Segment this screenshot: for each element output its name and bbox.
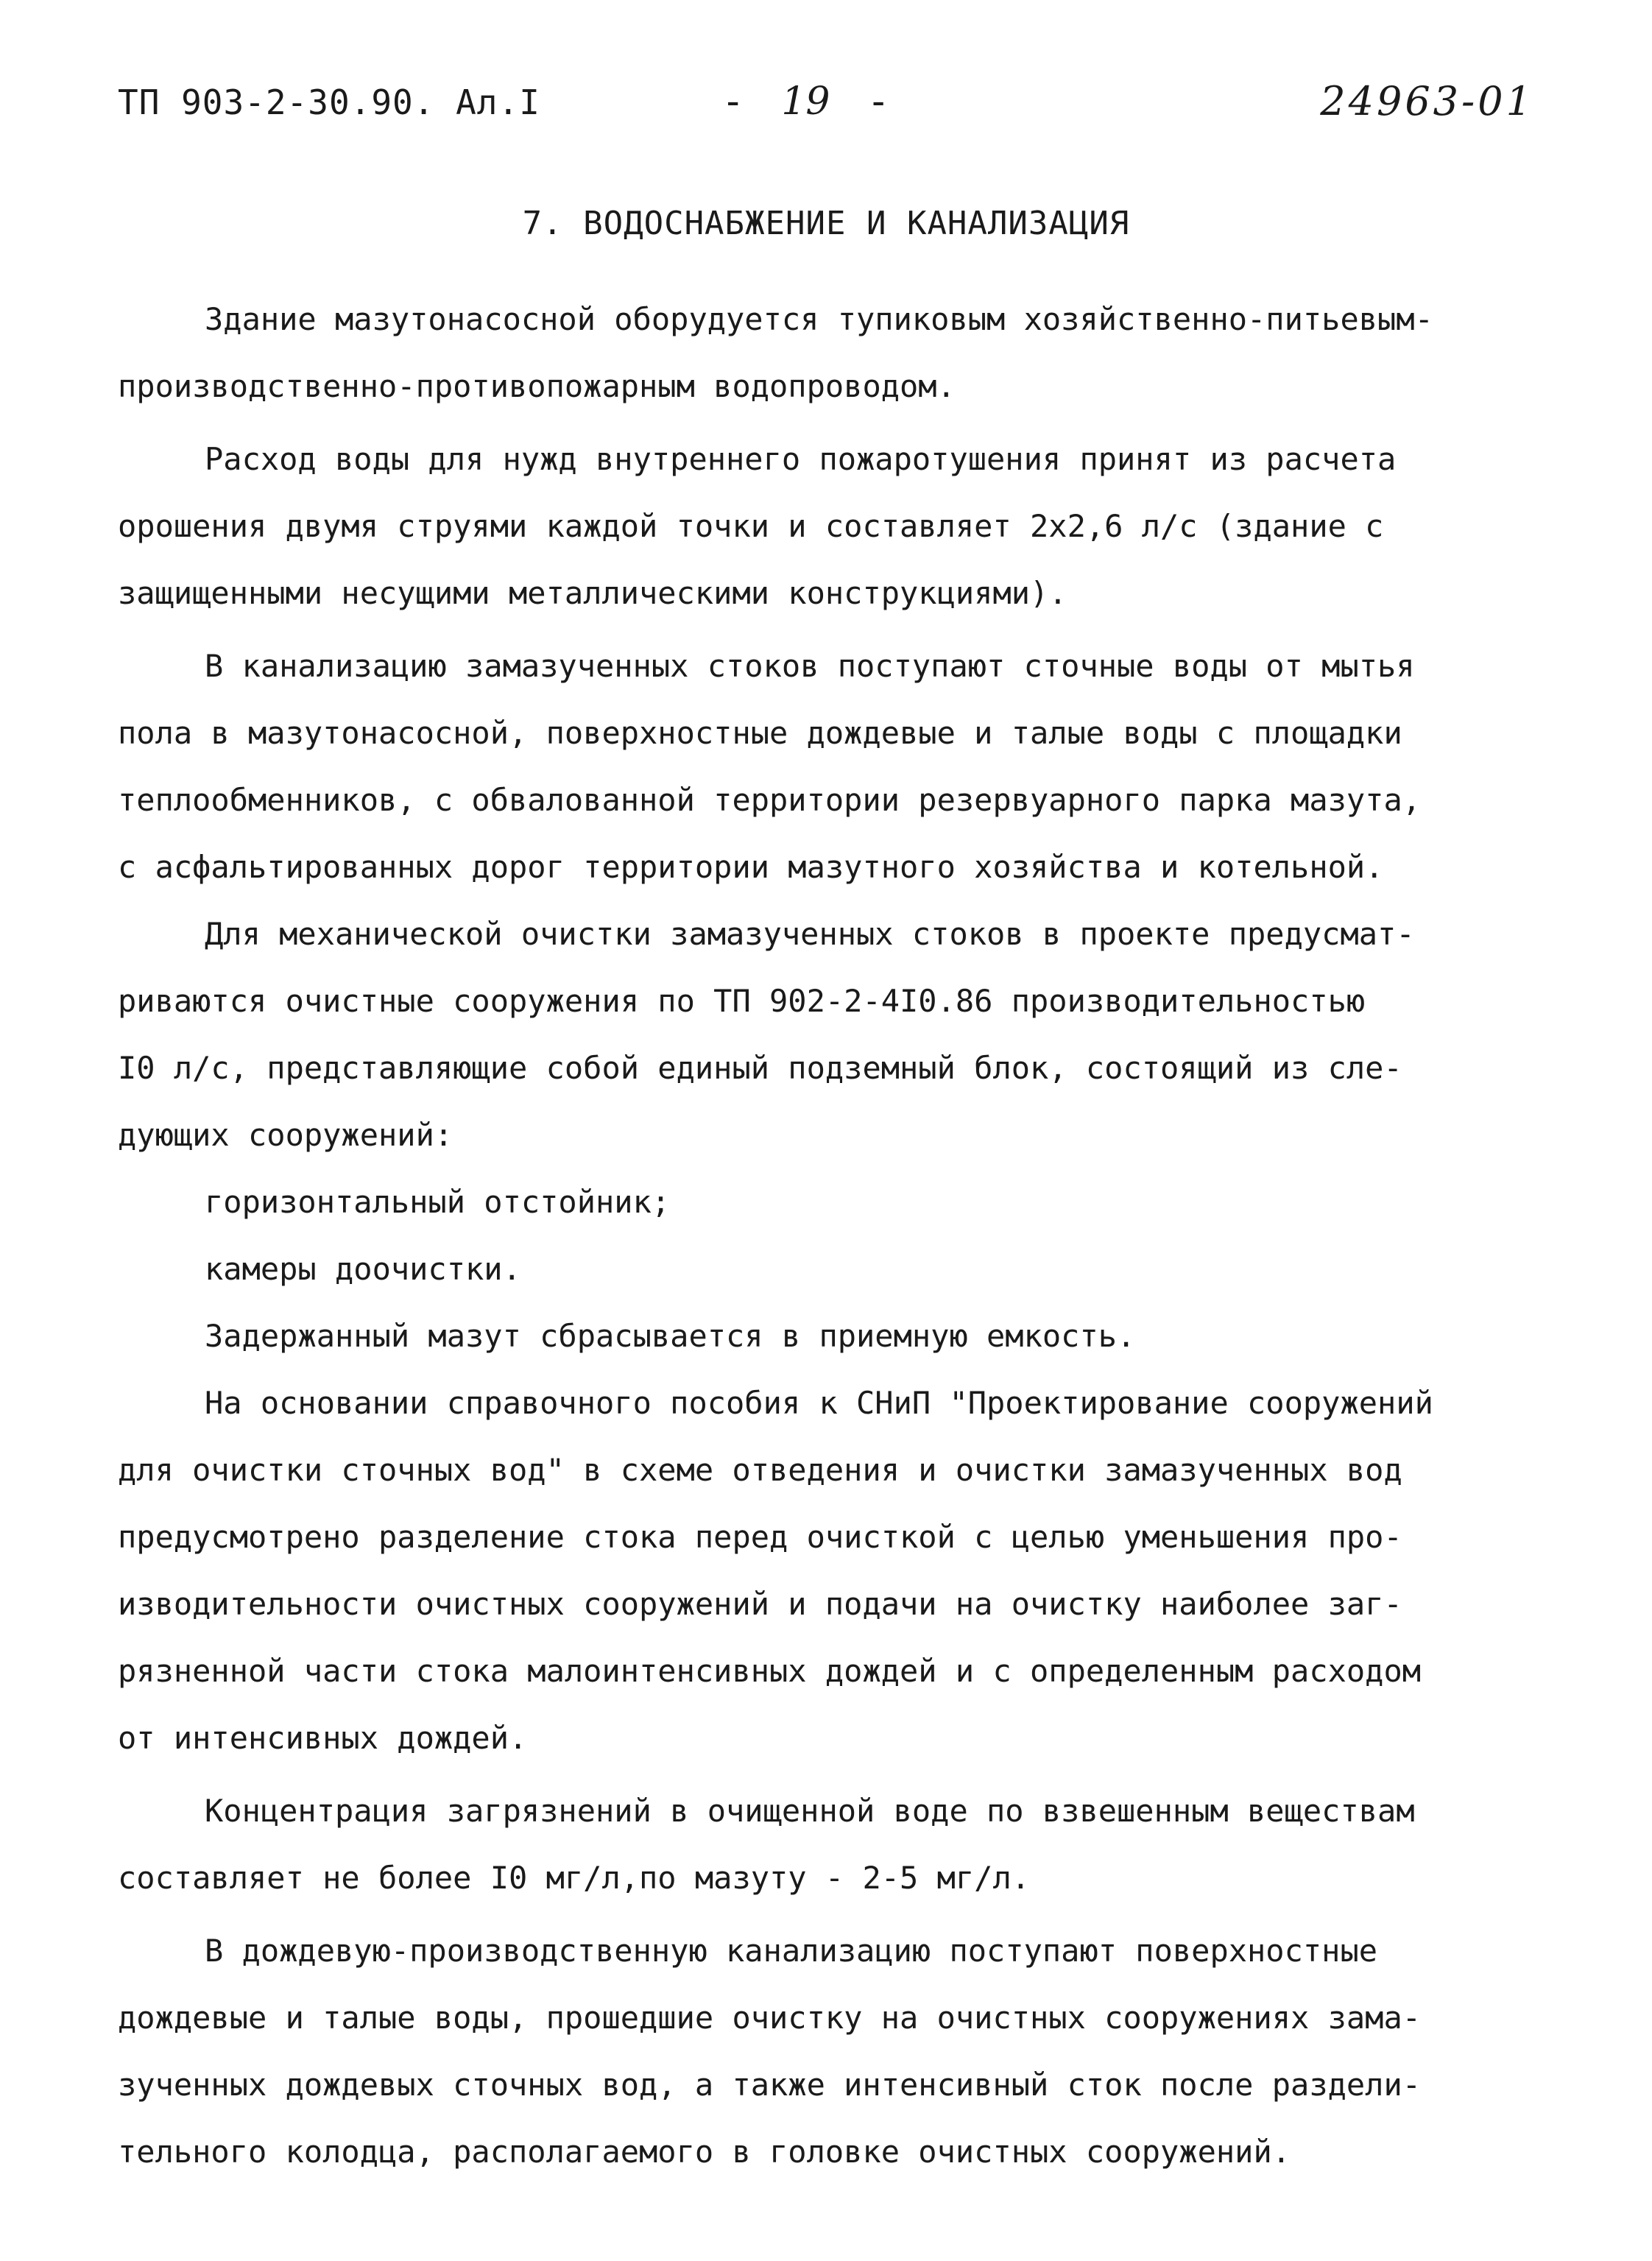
text-line: На основании справочного пособия к СНиП "Проектирование сооружений	[205, 1385, 1433, 1421]
text-line: В канализацию замазученных стоков поступают сточные воды от мытья	[205, 648, 1415, 684]
text-line: дующих сооружений:	[118, 1117, 453, 1153]
section-title: 7. ВОДОСНАБЖЕНИЕ И КАНАЛИЗАЦИЯ	[522, 205, 1130, 242]
text-line: теплообменников, с обвалованной территории резервуарного парка мазута,	[118, 782, 1422, 818]
body-text	[118, 286, 1583, 2185]
text-line: тельного колодца, располагаемого в головке очистных сооружений.	[118, 2134, 1291, 2170]
text-line: Задержанный мазут сбрасывается в приемную емкость.	[205, 1318, 1136, 1354]
page-dash-right: -	[866, 80, 890, 124]
text-line: Здание мазутонасосной оборудуется тупиковым хозяйственно-питьевым-	[205, 301, 1433, 337]
inventory-number: 24963-01	[1320, 78, 1534, 124]
page-number-block	[721, 80, 890, 124]
text-line: риваются очистные сооружения по ТП 902-2-4I0.86 производительностью	[118, 983, 1366, 1019]
page-number: 19	[781, 80, 830, 124]
text-line: Концентрация загрязнений в очищенной воде по взвешенным веществам	[205, 1793, 1415, 1829]
text-line: производственно-противопожарным водопроводом.	[118, 368, 956, 404]
document-code: ТП 903-2-30.90. Ал.I	[118, 82, 540, 122]
text-line: Расход воды для нужд внутреннего пожаротушения принят из расчета	[205, 441, 1397, 477]
list-item: камеры доочистки.	[205, 1251, 521, 1287]
text-line: зученных дождевых сточных вод, а также интенсивный сток после раздели-	[118, 2067, 1422, 2103]
text-line: от интенсивных дождей.	[118, 1720, 528, 1756]
text-line: для очистки сточных вод" в схеме отведения и очистки замазученных вод	[118, 1452, 1402, 1488]
text-line: изводительности очистных сооружений и подачи на очистку наиболее заг-	[118, 1586, 1402, 1622]
list-item: горизонтальный отстойник;	[205, 1184, 671, 1220]
text-line: составляет не более I0 мг/л,по мазуту - 2-5 мг/л.	[118, 1860, 1031, 1896]
text-line: В дождевую-производственную канализацию поступают поверхностные	[205, 1933, 1378, 1969]
text-line: орошения двумя струями каждой точки и составляет 2х2,6 л/с (здание с	[118, 508, 1384, 544]
text-line: I0 л/с, представляющие собой единый подземный блок, состоящий из сле-	[118, 1050, 1402, 1086]
text-line: дождевые и талые воды, прошедшие очистку на очистных сооружениях зама-	[118, 2000, 1422, 2036]
text-line: Для механической очистки замазученных стоков в проекте предусмат-	[205, 916, 1415, 952]
text-line: с асфальтированных дорог территории мазутного хозяйства и котельной.	[118, 849, 1384, 885]
text-line: рязненной части стока малоинтенсивных дождей и с определенным расходом	[118, 1653, 1422, 1689]
text-line: предусмотрено разделение стока перед очисткой с целью уменьшения про-	[118, 1519, 1402, 1555]
page-dash-left: -	[721, 80, 745, 124]
text-line: пола в мазутонасосной, поверхностные дождевые и талые воды с площадки	[118, 715, 1402, 751]
text-line: защищенными несущими металлическими конструкциями).	[118, 575, 1067, 611]
